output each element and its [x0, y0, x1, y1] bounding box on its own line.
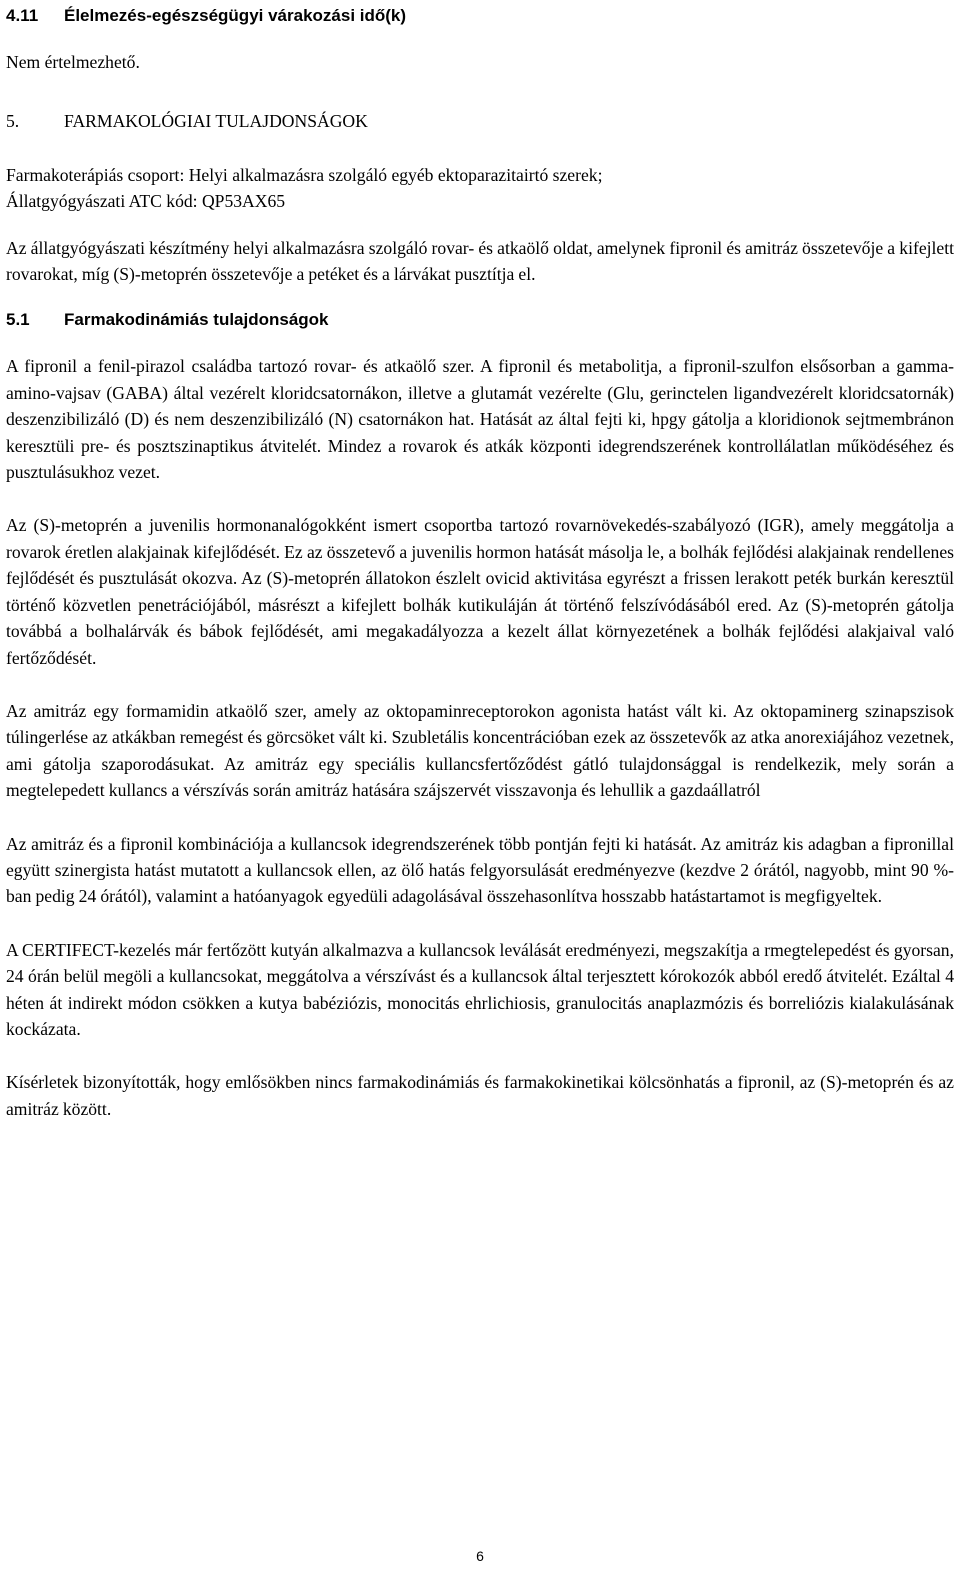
- paragraph-certifect: A CERTIFECT-kezelés már fertőzött kutyán alkalmazva a kullancsok leválását eredményezi, megszakítja a rmegtelepedést és gyorsan, 24 órán belül megöli a kullancsokat, meggátolva a vérszívást és a kullancsok által terjesztett kórokozók abból eredő átvitelét. Ezáltal 4 héten át indirekt módon csökken a kutya babéziózis, monocitás ehrlichiosis, granulocitás anaplazmózis és borreliózis kialakulásának kockázata.: [6, 939, 954, 1039]
- section-title: Élelmezés-egészségügyi várakozási idő(k): [64, 6, 407, 25]
- section-5-heading: [6, 108, 954, 134]
- section-number: 5.1: [6, 310, 30, 330]
- document-page: [6, 3, 954, 1122]
- section-title: Farmakodinámiás tulajdonságok: [64, 310, 329, 330]
- atc-code: Állatgyógyászati ATC kód: QP53AX65: [6, 191, 286, 212]
- section-number: 4.11: [6, 6, 39, 25]
- paragraph-combination: Az amitráz és a fipronil kombinációja a kullancsok idegrendszerének több pontján fejti ki hatását. Az amitráz kis adagban a fipronillal együtt szinergista hatást mutatott a kullancsok ellen, az ölő hatás felgyorsulását eredményezve (kezdve 2 órától, nagyobb, mint 90 %-ban pedig 24 órától), valamint a hatóanyagok egyedüli adagolásával összehasonlítva hosszabb hatástartamot is megfigyeltek.: [6, 833, 954, 907]
- paragraph-interactions: Kísérletek bizonyították, hogy emlősökben nincs farmakodinámiás és farmakokinetikai kölcsönhatás a fipronil, az (S)-metoprén és az amitráz között.: [6, 1072, 954, 1119]
- pharmacotherapeutic-group: Farmakoterápiás csoport: Helyi alkalmazásra szolgáló egyéb ektoparazitairtó szerek;: [6, 164, 603, 185]
- section-title: FARMAKOLÓGIAI TULAJDONSÁGOK: [64, 111, 368, 132]
- section-4-11-heading: [6, 3, 954, 29]
- paragraph-amitraz: Az amitráz egy formamidin atkaölő szer, amely az oktopaminreceptorokon agonista hatást vált ki. Az oktopaminerg szinapszisok túlingerlése az atkákban remegést és görcsöket vált ki. Szubletális koncentrációban ezek az összetevők az atka anorexiájához vezetnek, ami gátolja szaporodásukat. Az amitráz egy speciális kullancsfertőződést gátló tulajdonsággal is rendelkezik, mely során a megtelepedett kullancs a vérszívás során amitráz hatására szájszervét visszavonja és lehullik a gazdaállatról: [6, 700, 954, 801]
- section-5-1-heading: [6, 307, 954, 333]
- section-5-intro: Az állatgyógyászati készítmény helyi alkalmazásra szolgáló rovar- és atkaölő oldat, amelynek fipronil és amitráz összetevője a kifejlett rovarokat, míg (S)-metoprén összetevője a petéket és a lárvákat pusztítja el.: [6, 237, 954, 285]
- section-number: 5.: [6, 111, 20, 132]
- paragraph-fipronil: A fipronil a fenil-pirazol családba tartozó rovar- és atkaölő szer. A fipronil és metabolitja, a fipronil-szulfon elsősorban a gamma-amino-vajsav (GABA) által vezérelt kloridcsatornákon, illetve a glutamát vezérelte (Glu, gerinctelen ligandvezérelt kloridcsatornák) deszenzibilizáló (D) és nem deszenzibilizáló (N) csatornákon hat. Hatását az által fejti ki, hpgy gátolja a kloridionok sejtmembránon keresztüli pre- és posztszinaptikus átvitelét. Mindez a rovarok és atkák központi idegrendszerének kontrollálatlan működéséhez és pusztulásukhoz vezet.: [6, 356, 954, 483]
- paragraph-metoprene: Az (S)-metoprén a juvenilis hormonanalógokként ismert csoportba tartozó rovarnövekedés-szabályozó (IGR), amely meggátolja a rovarok éretlen alakjainak kifejlődését. Ez az összetevő a juvenilis hormon hatását másolja le, a bolhák fejlődési alakjainak rendellenes fejlődését és pusztulását okozva. Az (S)-metoprén állatokon észlelt ovicid aktivitása egyrészt a frissen lerakott peték burkán keresztül történő közvetlen penetrációjából, másrészt a kifejlett bolhák kutikuláján át történő felszívódásából ered. Az (S)-metoprén gátolja továbbá a bolhalárvák és bábok fejlődését, ami megakadályozza a kezelt állat környezetének a bolhák fejlődési alakjaival való fertőződését.: [6, 515, 954, 668]
- page-number: 6: [476, 1548, 484, 1564]
- withdrawal-period-text: Nem értelmezhető.: [6, 52, 140, 72]
